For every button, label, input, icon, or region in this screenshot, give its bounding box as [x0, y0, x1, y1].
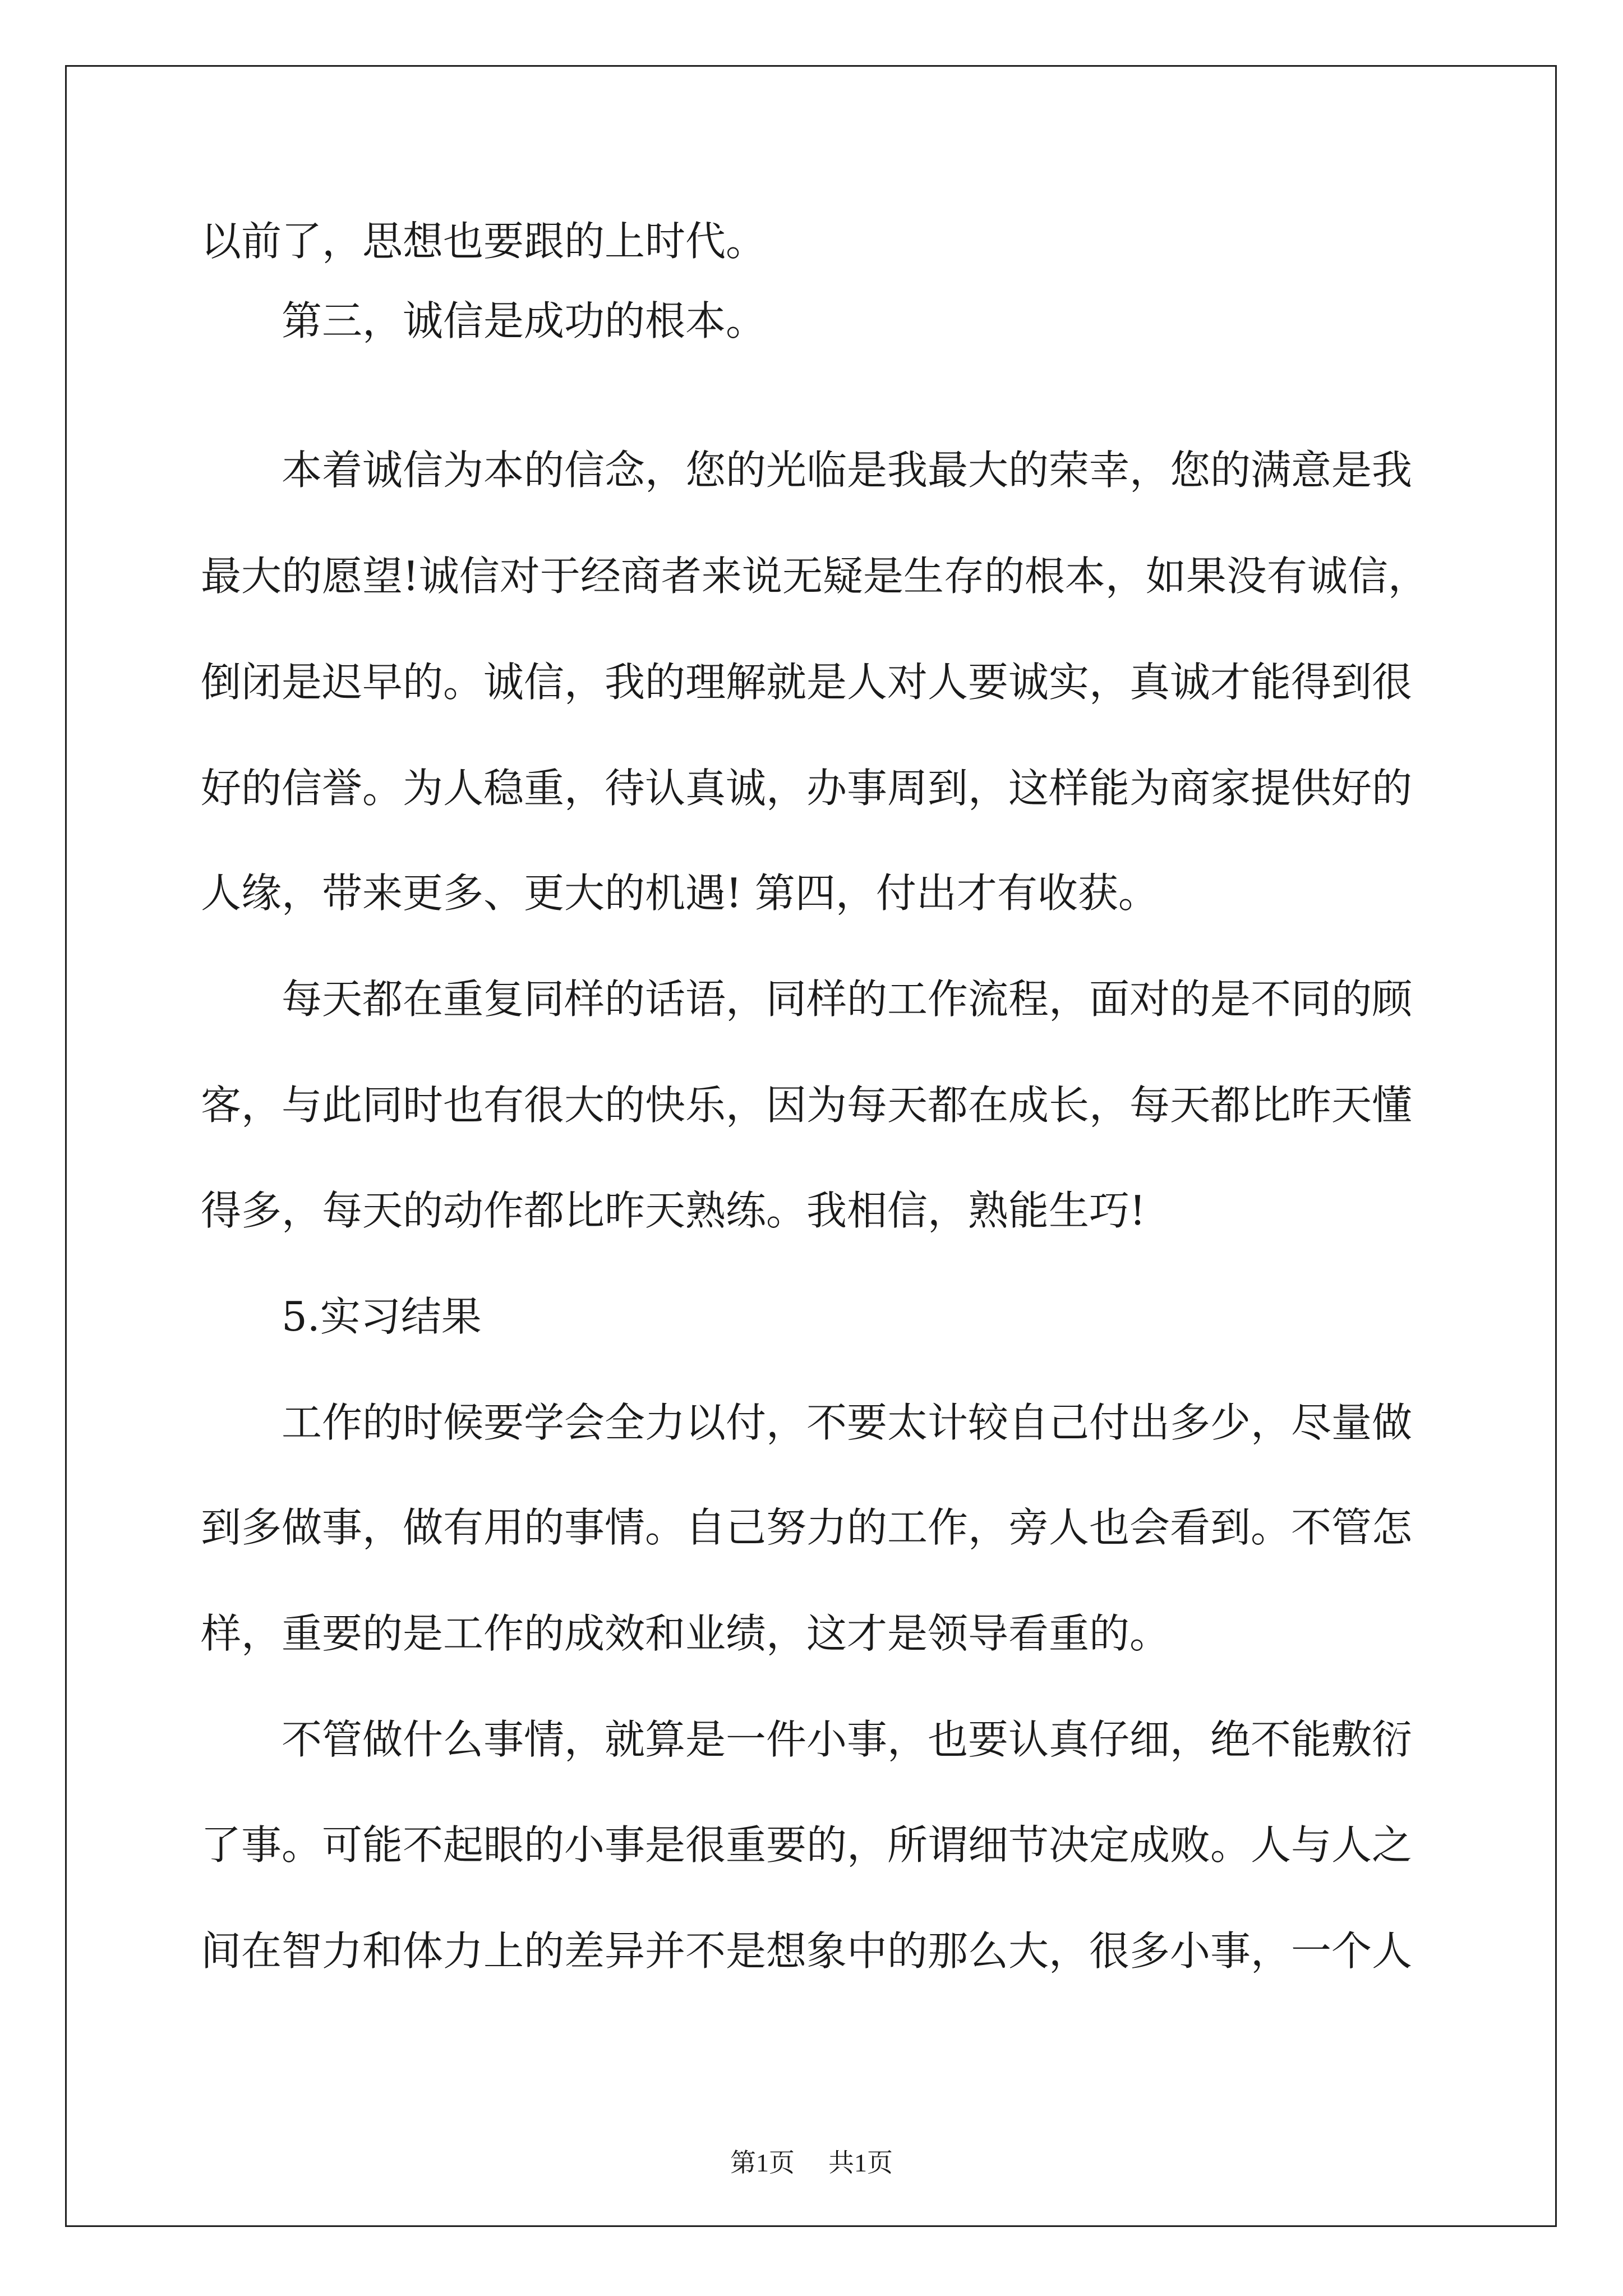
text-line: 好的信誉。为人稳重，待认真诚，办事周到，这样能为商家提供好的 — [201, 765, 1413, 812]
text-line: 以前了，思想也要跟的上时代。 — [201, 218, 767, 265]
text-line: 本着诚信为本的信念，您的光临是我最大的荣幸，您的满意是我 — [282, 447, 1413, 494]
page-footer — [0, 2146, 1623, 2180]
page-total: 共1页 — [828, 2148, 893, 2177]
text-line: 工作的时候要学会全力以付，不要太计较自己付出多少，尽量做 — [282, 1399, 1413, 1446]
section-heading: 5.实习结果 — [282, 1293, 482, 1340]
text-line: 间在智力和体力上的差异并不是想象中的那么大，很多小事，一个人 — [201, 1927, 1413, 1975]
text-line: 最大的愿望!诚信对于经商者来说无疑是生存的根本，如果没有诚信， — [201, 553, 1428, 600]
text-line: 人缘，带来更多、更大的机遇! 第四，付出才有收获。 — [201, 869, 1159, 917]
page-number: 第1页 — [730, 2148, 795, 2177]
text-line: 客，与此同时也有很大的快乐，因为每天都在成长，每天都比昨天懂 — [201, 1082, 1413, 1129]
text-line: 得多，每天的动作都比昨天熟练。我相信，熟能生巧! — [201, 1187, 1146, 1234]
text-line: 每天都在重复同样的话语，同样的工作流程，面对的是不同的顾 — [282, 976, 1413, 1023]
text-line: 到多做事，做有用的事情。自己努力的工作，旁人也会看到。不管怎 — [201, 1504, 1413, 1551]
text-line: 第三，诚信是成功的根本。 — [282, 297, 767, 344]
text-line: 样，重要的是工作的成效和业绩，这才是领导看重的。 — [201, 1610, 1170, 1657]
text-line: 不管做什么事情，就算是一件小事，也要认真仔细，绝不能敷衍 — [282, 1716, 1413, 1763]
text-line: 倒闭是迟早的。诚信，我的理解就是人对人要诚实，真诚才能得到很 — [201, 659, 1413, 706]
text-line: 了事。可能不起眼的小事是很重要的，所谓细节决定成败。人与人之 — [201, 1821, 1413, 1869]
page-border — [65, 65, 1557, 2227]
